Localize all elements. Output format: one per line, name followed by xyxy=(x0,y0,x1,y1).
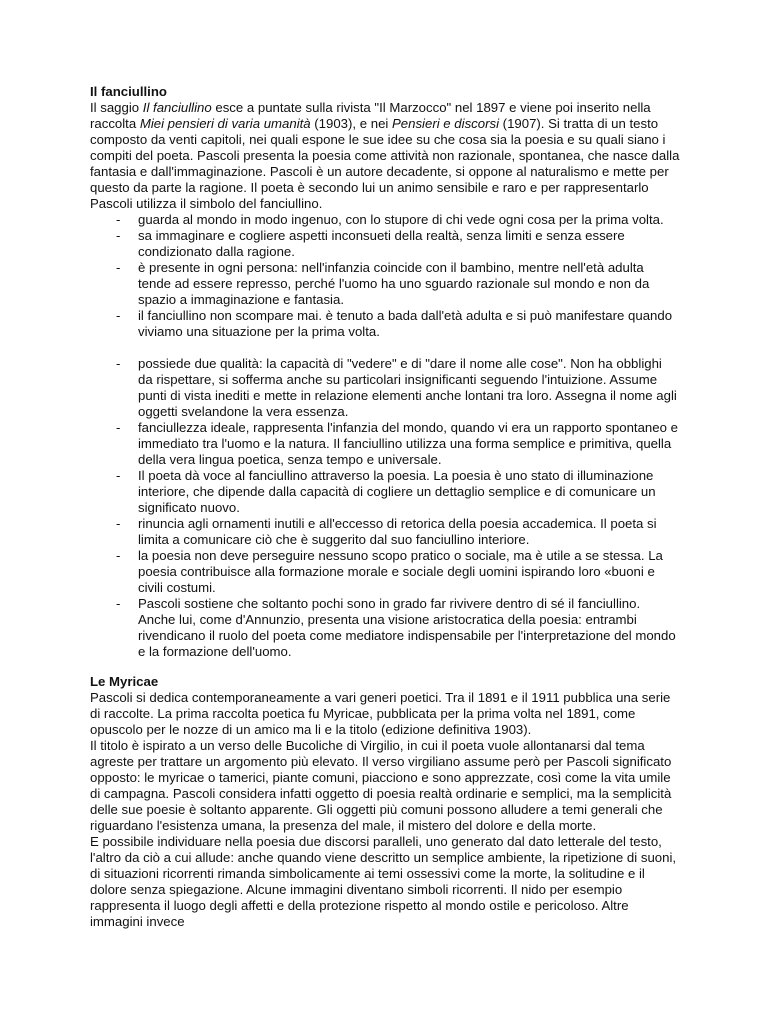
list-item: - possiede due qualità: la capacità di "vedere" e di "dare il nome alle cose". Non ha obblighi da rispettare, si sofferma anche su particolari insignificanti seguendo l'intuizione. Assume punti di vista inediti e mette in relazione elementi anche lontani tra loro. Assegna il nome agli oggetti svelandone la vera essenza. xyxy=(90,356,680,420)
list-item: - rinuncia agli ornamenti inutili e all'eccesso di retorica della poesia accademica. Il poeta si limita a comunicare ciò che è suggerito dal suo fanciullino interiore. xyxy=(90,516,680,548)
spacer xyxy=(90,660,680,674)
list-item: - il fanciullino non scompare mai. è tenuto a bada dall'età adulta e si può manifestare quando viviamo una situazione per la prima volta. xyxy=(90,308,680,340)
section-title-fanciullino: Il fanciullino xyxy=(90,84,167,99)
fanciullino-traits-list xyxy=(90,212,680,340)
text-run: esce a puntate sulla rivista "Il Marzocco" nel 1897 e viene poi inserito nella raccolta xyxy=(90,100,651,131)
italic-title-run: Miei pensieri di varia umanità xyxy=(139,116,311,131)
list-item: - Il poeta dà voce al fanciullino attraverso la poesia. La poesia è uno stato di illuminazione interiore, che dipende dalla capacità di cogliere un dettaglio semplice e di comunicare un significato nuovo. xyxy=(90,468,680,516)
myricae-body xyxy=(90,690,680,930)
list-item: - la poesia non deve perseguire nessuno scopo pratico o sociale, ma è utile a se stessa. La poesia contribuisce alla formazione morale e sociale degli uomini ispirando loro «buoni e civili costumi. xyxy=(90,548,680,596)
myricae-paragraph: Il titolo è ispirato a un verso delle Bucoliche di Virgilio, in cui il poeta vuole allontanarsi dal tema agreste per trattare un argomento più elevato. Il verso virgiliano assume però per Pascoli significato opposto: le myricae o tamerici, piante comuni, piacciono e sono apprezzate, così come la vita umile di campagna. Pascoli considera infatti oggetto di poesia realtà ordinarie e semplici, ma la semplicità delle sue poesie è soltanto apparente. Gli oggetti più comuni possono alludere a temi generali che riguardano l'esistenza umana, la presenza del male, il mistero del dolore e della morte. xyxy=(90,738,672,833)
fanciullino-qualities-list xyxy=(90,356,680,660)
myricae-paragraph: E possibile individuare nella poesia due discorsi paralleli, uno generato dal dato letterale del testo, l'altro da ciò a cui allude: anche quando viene descritto un semplice ambiente, la ripetizione di suoni, di situazioni ricorrenti rimanda simbolicamente ai temi ossessivi come la morte, la solitudine e il dolore senza spiegazione. Alcune immagini diventano simboli ricorrenti. Il nido per esempio rappresenta il luogo degli affetti e della protezione rispetto al mondo ostile e pericoloso. Altre immagini invece xyxy=(90,834,677,929)
italic-title-run: Pensieri e discorsi xyxy=(392,116,500,131)
italic-title-run: Il fanciullino xyxy=(142,100,212,115)
text-run: (1903), e nei xyxy=(310,116,392,131)
list-item: - fanciullezza ideale, rappresenta l'infanzia del mondo, quando vi era un rapporto spontaneo e immediato tra l'uomo e la natura. Il fanciullino utilizza una forma semplice e primitiva, quella della vera lingua poetica, senza tempo e universale. xyxy=(90,420,680,468)
spacer xyxy=(90,340,680,356)
fanciullino-intro-paragraph xyxy=(90,100,680,212)
text-run: Il saggio xyxy=(90,100,143,115)
list-item: - guarda al mondo in modo ingenuo, con lo stupore di chi vede ogni cosa per la prima volta. xyxy=(90,212,680,228)
text-run: (1907). Si tratta di un testo composto da venti capitoli, nei quali espone le sue idee su che cosa sia la poesia e su quali siano i compiti del poeta. Pascoli presenta la poesia come attività non razionale, spontanea, che nasce dalla fantasia e dall'immaginazione. Pascoli è un autore decadente, si oppone al naturalismo e mette per questo da parte la ragione. Il poeta è secondo lui un animo sensibile e raro e per rappresentarlo Pascoli utilizza il simbolo del fanciullino. xyxy=(90,116,680,211)
section-title-myricae: Le Myricae xyxy=(90,674,159,689)
list-item: - Pascoli sostiene che soltanto pochi sono in grado far rivivere dentro di sé il fanciullino. Anche lui, come d'Annunzio, presenta una visione aristocratica della poesia: entrambi rivendicano il ruolo del poeta come mediatore indispensabile per l'interpretazione del mondo e la formazione dell'uomo. xyxy=(90,596,680,660)
myricae-paragraph: Pascoli si dedica contemporaneamente a vari generi poetici. Tra il 1891 e il 1911 pubblica una serie di raccolte. La prima raccolta poetica fu Myricae, pubblicata per la prima volta nel 1891, come opuscolo per le nozze di un amico ma li e la titolo (edizione definitiva 1903). xyxy=(90,690,671,737)
list-item: - sa immaginare e cogliere aspetti inconsueti della realtà, senza limiti e senza essere condizionato dalla ragione. xyxy=(90,228,680,260)
list-item: - è presente in ogni persona: nell'infanzia coincide con il bambino, mentre nell'età adulta tende ad essere represso, perché l'uomo ha uno sguardo razionale sul mondo e non da spazio a immaginazione e fantasia. xyxy=(90,260,680,308)
